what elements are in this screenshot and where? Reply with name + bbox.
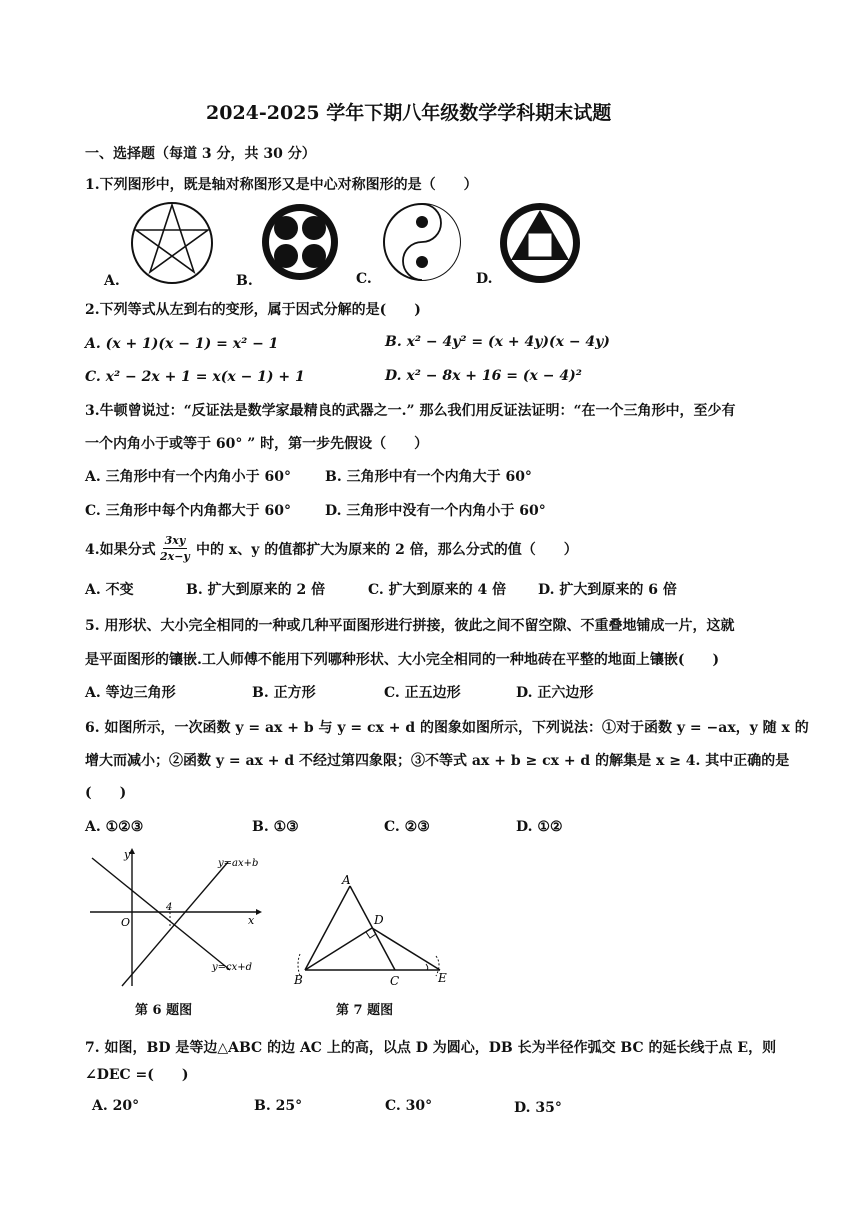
- q4-prefix: 4.如果分式: [85, 542, 156, 558]
- q5-line-2: 是平面图形的镶嵌.工人师傅不能用下列哪种形状、大小完全相同的一种地砖在平整的地面上镶嵌( ): [85, 652, 720, 668]
- q3-line-1: 3.牛顿曾说过：“反证法是数学家最精良的武器之一.” 那么我们用反证法证明：“在一个三角形中，至少有: [85, 403, 736, 419]
- q2-option-a: A. (x + 1)(x − 1) = x² − 1: [85, 336, 279, 352]
- vertex-d: D: [374, 913, 384, 927]
- origin-label: O: [121, 916, 131, 929]
- figure-b-four-circles: [262, 204, 338, 280]
- q7-option-d: D. 35°: [514, 1100, 562, 1116]
- x-axis-label: x: [248, 914, 255, 927]
- q6-option-a: A. ①②③: [85, 819, 144, 835]
- q7-line-1: 7. 如图，BD 是等边△ABC 的边 AC 上的高，以点 D 为圆心，DB 长为半径作弧交 BC 的延长线于点 E，则: [85, 1040, 777, 1056]
- q5-option-a: A. 等边三角形: [85, 685, 176, 701]
- line-cx-d: [92, 858, 230, 970]
- q1-label-b: B.: [236, 273, 253, 289]
- figure-a-pentagram: [132, 203, 212, 283]
- q6-option-b: B. ①③: [252, 819, 299, 835]
- q4-option-b: B. 扩大到原来的 2 倍: [186, 582, 326, 598]
- q1-label-d: D.: [476, 271, 493, 287]
- q4-option-d: D. 扩大到原来的 6 倍: [538, 582, 677, 598]
- q6-line-3: ( ): [85, 785, 127, 801]
- figure-6: [88, 846, 268, 996]
- vertex-c: C: [390, 974, 400, 988]
- q7-option-a: A. 20°: [92, 1098, 140, 1114]
- vertex-a: A: [342, 873, 351, 887]
- q1-label-a: A.: [104, 273, 120, 289]
- y-axis-label: y: [124, 848, 131, 861]
- q4-numerator: 3xy: [164, 534, 186, 547]
- vertex-e: E: [438, 971, 447, 985]
- x-tick-4: 4: [166, 902, 173, 913]
- q2-stem: 2.下列等式从左到右的变形，属于因式分解的是( ): [85, 302, 421, 318]
- q4-suffix: 中的 x、y 的值都扩大为原来的 2 倍，那么分式的值（ ）: [196, 542, 578, 558]
- line1-label: y=ax+b: [218, 858, 259, 869]
- figure-6-caption: 第 6 题图: [135, 1003, 193, 1018]
- q1-stem: 1.下列图形中，既是轴对称图形又是中心对称图形的是（ ）: [85, 177, 478, 193]
- q5-option-b: B. 正方形: [252, 685, 316, 701]
- q5-line-1: 5. 用形状、大小完全相同的一种或几种平面图形进行拼接，彼此之间不留空隙、不重叠地铺成一片，这就: [85, 618, 735, 634]
- vertex-b: B: [294, 973, 303, 987]
- q5-option-c: C. 正五边形: [384, 685, 461, 701]
- q4-option-a: A. 不变: [85, 582, 134, 598]
- q6-option-c: C. ②③: [384, 819, 430, 835]
- q3-option-c: C. 三角形中每个内角都大于 60°: [85, 503, 292, 519]
- figure-c-yin-yang: [384, 204, 460, 280]
- q3-option-a: A. 三角形中有一个内角小于 60°: [85, 469, 291, 485]
- q4-denominator: 2x−y: [160, 550, 190, 563]
- figure-7-caption: 第 7 题图: [336, 1003, 394, 1018]
- q4-fraction: [158, 534, 192, 563]
- q6-line-2: 增大而减小；②函数 y = ax + d 不经过第四象限；③不等式 ax + b ≥ cx + d 的解集是 x ≥ 4. 其中正确的是: [85, 753, 790, 769]
- q2-option-d: D. x² − 8x + 16 = (x − 4)²: [385, 368, 582, 384]
- page-title: 2024-2025 学年下期八年级数学学科期末试题: [206, 102, 612, 124]
- q7-option-c: C. 30°: [385, 1098, 433, 1114]
- q6-option-d: D. ①②: [516, 819, 563, 835]
- q5-option-d: D. 正六边形: [516, 685, 594, 701]
- q2-option-c: C. x² − 2x + 1 = x(x − 1) + 1: [85, 369, 305, 385]
- section-heading: 一、选择题（每道 3 分，共 30 分）: [85, 146, 316, 162]
- figure-7: [290, 872, 460, 997]
- q3-option-b: B. 三角形中有一个内角大于 60°: [325, 469, 532, 485]
- line2-label: y=cx+d: [212, 962, 253, 973]
- q4-option-c: C. 扩大到原来的 4 倍: [368, 582, 507, 598]
- figure-d-ring-triangle: [500, 203, 580, 283]
- q3-option-d: D. 三角形中没有一个内角小于 60°: [325, 503, 546, 519]
- q1-label-c: C.: [356, 271, 372, 287]
- q2-option-b: B. x² − 4y² = (x + 4y)(x − 4y): [385, 334, 610, 350]
- q7-option-b: B. 25°: [254, 1098, 303, 1114]
- q3-line-2: 一个内角小于或等于 60° ” 时，第一步先假设（ ）: [85, 436, 429, 452]
- q7-line-2: ∠DEC =( ): [85, 1067, 189, 1083]
- q6-line-1: 6. 如图所示，一次函数 y = ax + b 与 y = cx + d 的图象如图所示，下列说法：①对于函数 y = −ax，y 随 x 的: [85, 720, 809, 736]
